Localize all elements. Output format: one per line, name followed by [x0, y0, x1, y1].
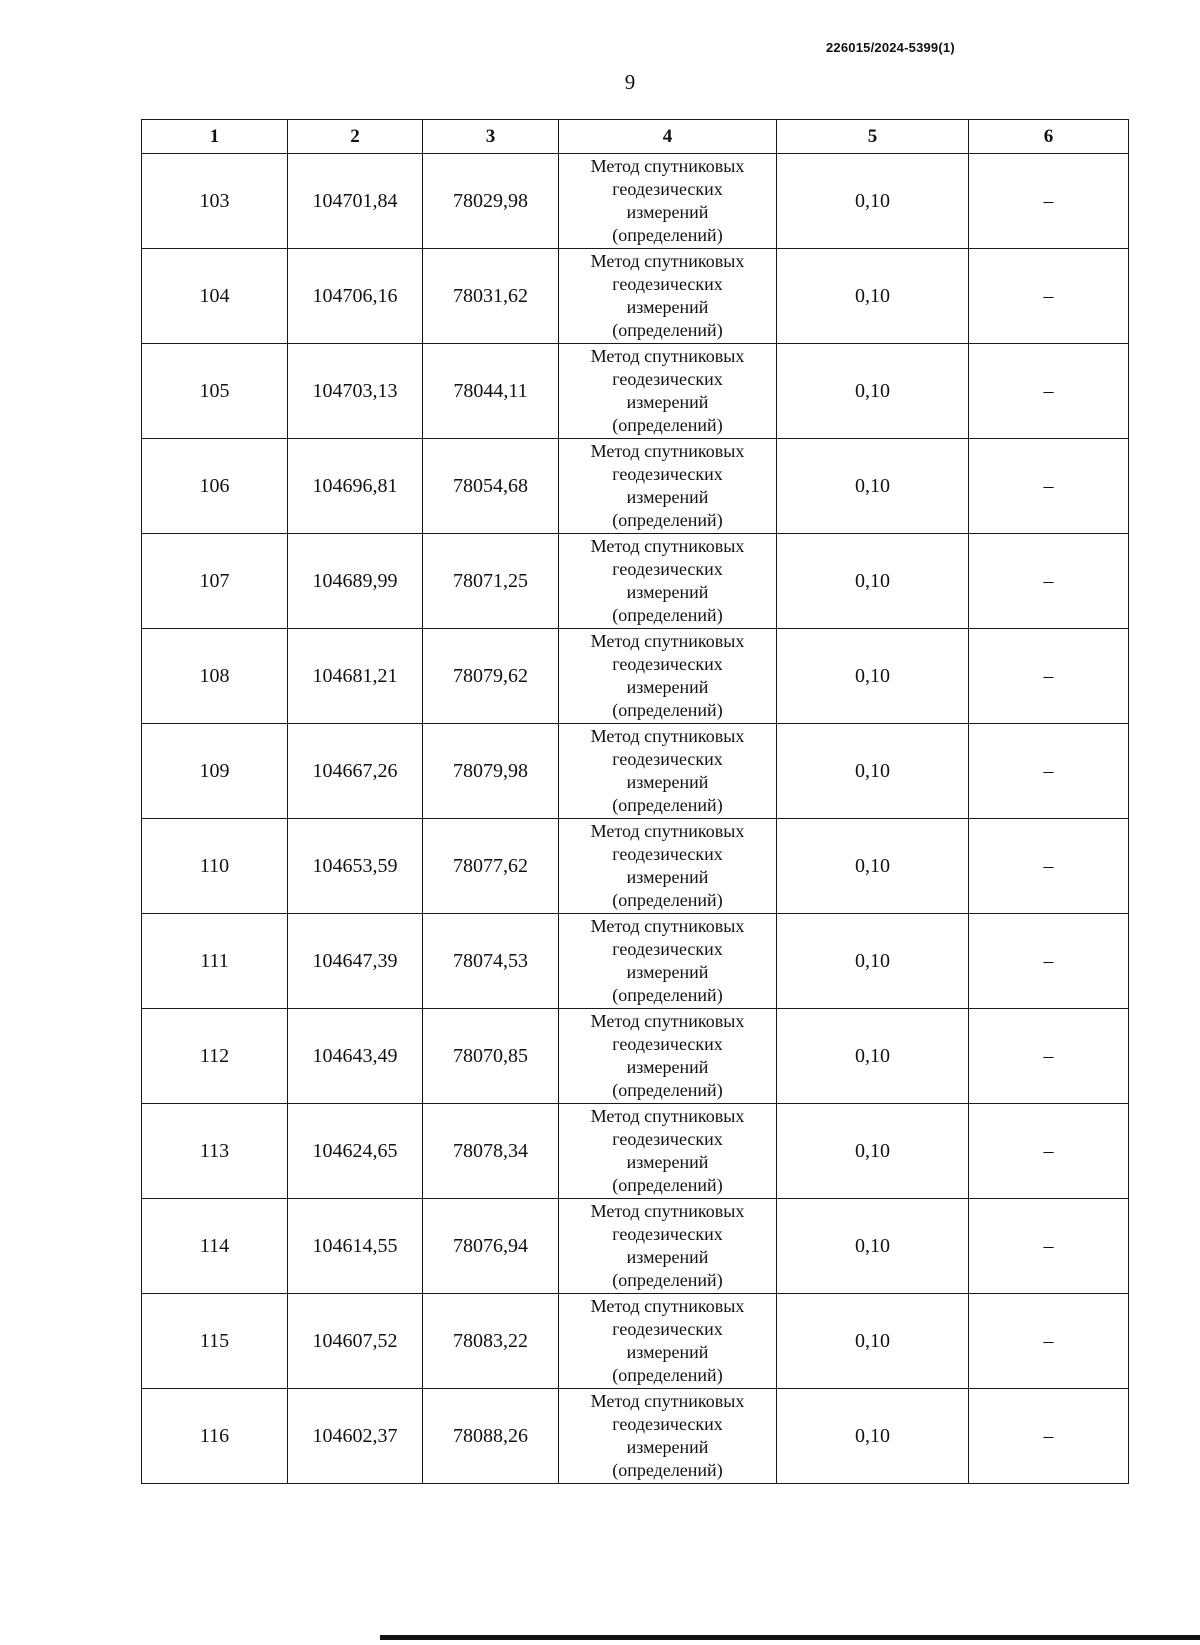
table-row — [142, 1294, 1129, 1389]
table-row — [142, 819, 1129, 914]
accuracy-cell: 0,10 — [777, 724, 969, 819]
coordinate-x-cell: 104696,81 — [288, 439, 423, 534]
note-cell: – — [969, 154, 1129, 249]
coordinate-y-cell: 78079,98 — [423, 724, 559, 819]
method-line: геодезических — [612, 559, 723, 579]
method-cell — [559, 1389, 777, 1484]
header-col-2: 2 — [288, 120, 423, 154]
method-line: геодезических — [612, 1414, 723, 1434]
method-line: геодезических — [612, 749, 723, 769]
accuracy-cell: 0,10 — [777, 344, 969, 439]
point-number-cell: 104 — [142, 249, 288, 344]
point-number-cell: 109 — [142, 724, 288, 819]
method-line: геодезических — [612, 464, 723, 484]
method-cell — [559, 439, 777, 534]
table-row — [142, 1389, 1129, 1484]
accuracy-cell: 0,10 — [777, 1104, 969, 1199]
note-cell: – — [969, 1104, 1129, 1199]
table-body — [142, 154, 1129, 1484]
accuracy-cell: 0,10 — [777, 914, 969, 1009]
method-cell — [559, 154, 777, 249]
method-line: (определений) — [612, 415, 723, 435]
accuracy-cell: 0,10 — [777, 439, 969, 534]
method-line: (определений) — [612, 890, 723, 910]
point-number-cell: 112 — [142, 1009, 288, 1104]
method-line: Метод спутниковых — [590, 916, 745, 936]
method-line: (определений) — [612, 510, 723, 530]
table-row — [142, 1104, 1129, 1199]
coordinate-y-cell: 78088,26 — [423, 1389, 559, 1484]
method-line: Метод спутниковых — [590, 726, 745, 746]
table-header-row — [142, 120, 1129, 154]
method-cell — [559, 1199, 777, 1294]
method-line: измерений — [626, 487, 709, 507]
method-cell — [559, 819, 777, 914]
method-line: (определений) — [612, 1175, 723, 1195]
point-number-cell: 103 — [142, 154, 288, 249]
method-line: Метод спутниковых — [590, 346, 745, 366]
coordinate-x-cell: 104643,49 — [288, 1009, 423, 1104]
method-line: геодезических — [612, 179, 723, 199]
coordinate-y-cell: 78031,62 — [423, 249, 559, 344]
coordinate-x-cell: 104624,65 — [288, 1104, 423, 1199]
coordinate-y-cell: 78074,53 — [423, 914, 559, 1009]
table-row — [142, 344, 1129, 439]
method-line: измерений — [626, 1152, 709, 1172]
method-line: измерений — [626, 392, 709, 412]
coordinate-y-cell: 78076,94 — [423, 1199, 559, 1294]
note-cell: – — [969, 534, 1129, 629]
method-line: измерений — [626, 1247, 709, 1267]
note-cell: – — [969, 344, 1129, 439]
method-line: измерений — [626, 297, 709, 317]
method-line: (определений) — [612, 320, 723, 340]
method-line: геодезических — [612, 1319, 723, 1339]
method-line: геодезических — [612, 1129, 723, 1149]
accuracy-cell: 0,10 — [777, 249, 969, 344]
method-line: геодезических — [612, 844, 723, 864]
method-line: (определений) — [612, 795, 723, 815]
method-line: (определений) — [612, 700, 723, 720]
note-cell: – — [969, 439, 1129, 534]
header-col-6: 6 — [969, 120, 1129, 154]
method-line: геодезических — [612, 1224, 723, 1244]
coordinate-x-cell: 104602,37 — [288, 1389, 423, 1484]
method-line: геодезических — [612, 654, 723, 674]
point-number-cell: 113 — [142, 1104, 288, 1199]
method-line: геодезических — [612, 939, 723, 959]
method-line: измерений — [626, 772, 709, 792]
method-line: измерений — [626, 867, 709, 887]
point-number-cell: 115 — [142, 1294, 288, 1389]
coordinate-y-cell: 78029,98 — [423, 154, 559, 249]
method-line: (определений) — [612, 605, 723, 625]
note-cell: – — [969, 1199, 1129, 1294]
method-line: измерений — [626, 1437, 709, 1457]
method-line: Метод спутниковых — [590, 631, 745, 651]
method-cell — [559, 1104, 777, 1199]
method-cell — [559, 344, 777, 439]
method-line: измерений — [626, 582, 709, 602]
accuracy-cell: 0,10 — [777, 1009, 969, 1104]
document-registration-number: 226015/2024-5399(1) — [826, 40, 955, 55]
table-row — [142, 1009, 1129, 1104]
table-row — [142, 629, 1129, 724]
method-cell — [559, 724, 777, 819]
table-row — [142, 724, 1129, 819]
method-line: геодезических — [612, 274, 723, 294]
coordinate-x-cell: 104706,16 — [288, 249, 423, 344]
table-row — [142, 154, 1129, 249]
coordinate-x-cell: 104701,84 — [288, 154, 423, 249]
accuracy-cell: 0,10 — [777, 1199, 969, 1294]
accuracy-cell: 0,10 — [777, 819, 969, 914]
note-cell: – — [969, 1389, 1129, 1484]
note-cell: – — [969, 249, 1129, 344]
scan-edge-line — [380, 1635, 1200, 1640]
method-line: измерений — [626, 202, 709, 222]
header-col-5: 5 — [777, 120, 969, 154]
method-cell — [559, 1009, 777, 1104]
note-cell: – — [969, 1294, 1129, 1389]
note-cell: – — [969, 914, 1129, 1009]
coordinate-x-cell: 104653,59 — [288, 819, 423, 914]
header-col-1: 1 — [142, 120, 288, 154]
method-line: Метод спутниковых — [590, 1011, 745, 1031]
point-number-cell: 114 — [142, 1199, 288, 1294]
accuracy-cell: 0,10 — [777, 534, 969, 629]
method-cell — [559, 1294, 777, 1389]
method-line: геодезических — [612, 1034, 723, 1054]
method-line: (определений) — [612, 985, 723, 1005]
point-number-cell: 105 — [142, 344, 288, 439]
method-line: Метод спутниковых — [590, 1201, 745, 1221]
coordinate-y-cell: 78070,85 — [423, 1009, 559, 1104]
table-row — [142, 534, 1129, 629]
method-cell — [559, 629, 777, 724]
note-cell: – — [969, 819, 1129, 914]
method-line: (определений) — [612, 1080, 723, 1100]
header-col-4: 4 — [559, 120, 777, 154]
coordinates-table — [141, 119, 1129, 1484]
method-line: (определений) — [612, 225, 723, 245]
point-number-cell: 116 — [142, 1389, 288, 1484]
method-line: (определений) — [612, 1270, 723, 1290]
coordinate-y-cell: 78083,22 — [423, 1294, 559, 1389]
coordinate-y-cell: 78079,62 — [423, 629, 559, 724]
table-row — [142, 439, 1129, 534]
point-number-cell: 106 — [142, 439, 288, 534]
table-row — [142, 1199, 1129, 1294]
method-line: измерений — [626, 677, 709, 697]
method-line: Метод спутниковых — [590, 441, 745, 461]
note-cell: – — [969, 629, 1129, 724]
coordinate-x-cell: 104607,52 — [288, 1294, 423, 1389]
coordinate-y-cell: 78054,68 — [423, 439, 559, 534]
header-col-3: 3 — [423, 120, 559, 154]
method-line: (определений) — [612, 1460, 723, 1480]
method-cell — [559, 534, 777, 629]
point-number-cell: 110 — [142, 819, 288, 914]
point-number-cell: 108 — [142, 629, 288, 724]
note-cell: – — [969, 1009, 1129, 1104]
method-line: измерений — [626, 1057, 709, 1077]
coordinate-x-cell: 104667,26 — [288, 724, 423, 819]
note-cell: – — [969, 724, 1129, 819]
coordinate-x-cell: 104647,39 — [288, 914, 423, 1009]
method-line: Метод спутниковых — [590, 1391, 745, 1411]
coordinate-y-cell: 78044,11 — [423, 344, 559, 439]
coordinate-x-cell: 104703,13 — [288, 344, 423, 439]
method-line: Метод спутниковых — [590, 156, 745, 176]
method-line: измерений — [626, 962, 709, 982]
method-line: измерений — [626, 1342, 709, 1362]
coordinate-y-cell: 78071,25 — [423, 534, 559, 629]
page-number: 9 — [624, 70, 636, 94]
coordinate-y-cell: 78078,34 — [423, 1104, 559, 1199]
table-row — [142, 249, 1129, 344]
method-line: геодезических — [612, 369, 723, 389]
method-line: Метод спутниковых — [590, 536, 745, 556]
coordinate-y-cell: 78077,62 — [423, 819, 559, 914]
coordinate-x-cell: 104689,99 — [288, 534, 423, 629]
method-cell — [559, 914, 777, 1009]
method-line: Метод спутниковых — [590, 1296, 745, 1316]
accuracy-cell: 0,10 — [777, 1294, 969, 1389]
method-cell — [559, 249, 777, 344]
accuracy-cell: 0,10 — [777, 629, 969, 724]
point-number-cell: 107 — [142, 534, 288, 629]
table-row — [142, 914, 1129, 1009]
method-line: Метод спутниковых — [590, 251, 745, 271]
coordinate-x-cell: 104614,55 — [288, 1199, 423, 1294]
method-line: (определений) — [612, 1365, 723, 1385]
point-number-cell: 111 — [142, 914, 288, 1009]
accuracy-cell: 0,10 — [777, 1389, 969, 1484]
method-line: Метод спутниковых — [590, 1106, 745, 1126]
table-header — [142, 120, 1129, 154]
coordinate-x-cell: 104681,21 — [288, 629, 423, 724]
accuracy-cell: 0,10 — [777, 154, 969, 249]
method-line: Метод спутниковых — [590, 821, 745, 841]
